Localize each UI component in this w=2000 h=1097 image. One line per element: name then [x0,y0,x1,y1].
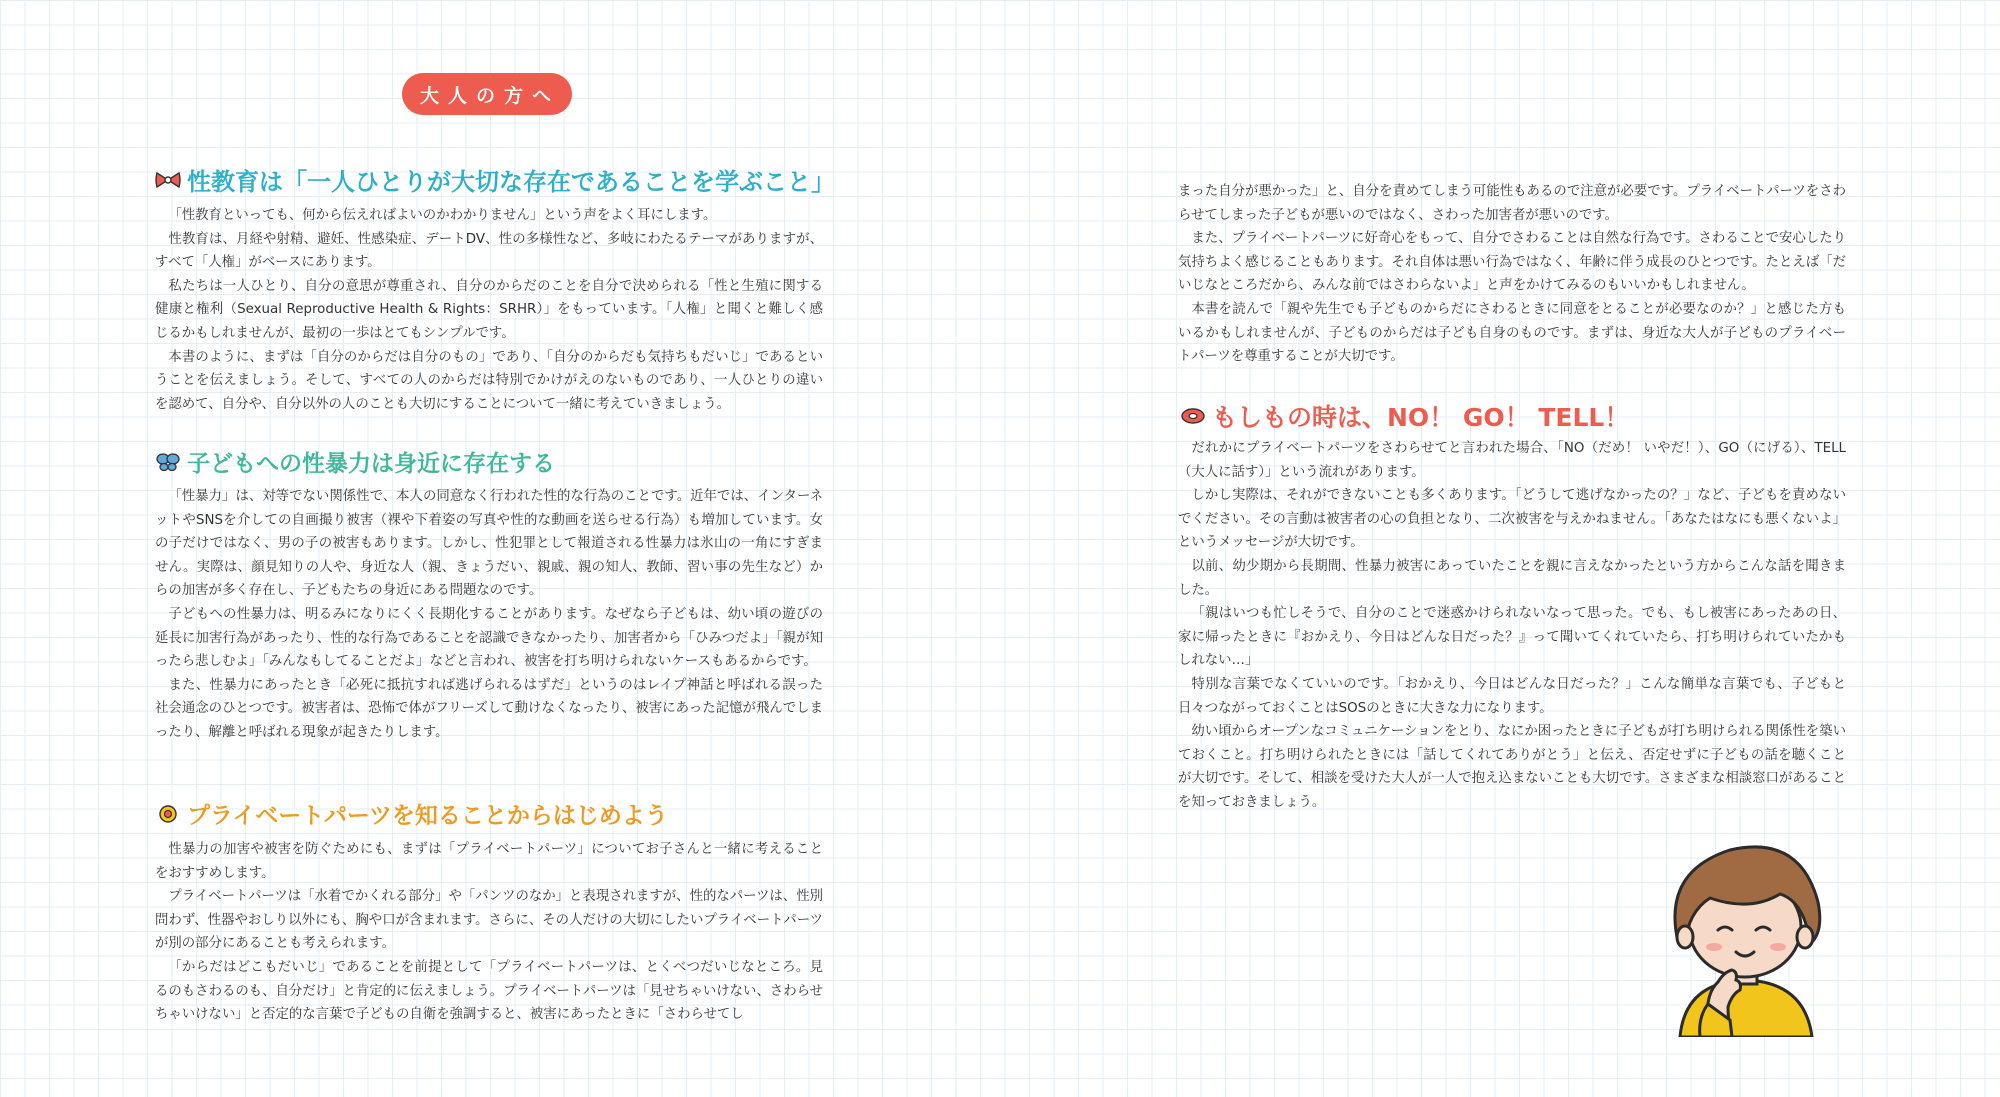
paragraph: 子どもへの性暴力は、明るみになりにくく長期化することがあります。なぜなら子どもは、幼い頃の遊びの延長に加害行為があったり、性的な行為であることを認識できなかったり、加害者から「ひみつだよ」「親が知ったら悲しむよ」「みんなもしてることだよ」などと言われ、被害を打ち明けられないケースもあるからです。 [155,606,823,670]
paragraph: 幼い頃からオープンなコミュニケーションをとり、なにか困ったときに子どもが打ち明けられる関係性を築いておくこと。打ち明けられたときには「話してくれてありがとう」と伝え、否定せずに子どもの話を聴くことが大切です。そして、相談を受けた大人が一人で抱え込まないことも大切です。さまざまな相談窓口があることを知っておきましょう。 [1178,724,1846,810]
section-heading-no-go-tell [1180,398,1629,434]
section-heading-text: 性教育は「一人ひとりが大切な存在であることを学ぶこと」 [187,168,835,196]
section-heading-text: もしもの時は、NO！ GO！ TELL！ [1212,403,1630,432]
section-heading-text: 子どもへの性暴力は身近に存在する [187,451,555,477]
audience-badge: 大人の方へ [402,73,572,115]
section-heading-text: プライベートパーツを知ることからはじめよう [187,803,668,829]
child-illustration [1640,832,1850,1037]
section-body-sex-education [155,204,823,416]
paragraph: また、性暴力にあったとき「必死に抵抗すれば逃げられるはずだ」というのはレイプ神話と呼ばれる誤った社会通念のひとつです。被害者は、恐怖で体がフリーズして動けなくなったり、被害にあった記憶が飛んでしまったり、解離と呼ばれる現象が起きたりします。 [155,677,823,740]
paragraph: しかし実際は、それができないことも多くあります。「どうして逃げなかったの？」など、子どもを責めないでください。その言動は被害者の心の負担となり、二次被害を与えかねません。「あなたはなにも悪くないよ」というメッセージが大切です。 [1178,488,1846,551]
paragraph: プライベートパーツは「水着でかくれる部分」や「パンツのなか」と表現されますが、性的なパーツは、性別問わず、性器やおしり以外にも、胸や口が含まれます。さらに、その人だけの大切にしたいプライベートパーツが別の部分にあることも考えられます。 [155,889,823,952]
ribbon-icon [155,170,181,190]
section-body-sexual-violence [155,485,823,745]
paragraph: まった自分が悪かった」と、自分を責めてしまう可能性もあるので注意が必要です。プライベートパーツをさわらせてしまった子どもが悪いのではなく、さわった加害者が悪いのです。 [1178,184,1846,223]
section-heading-sex-education [155,162,835,197]
paragraph: 「親はいつも忙しそうで、自分のことで迷惑かけられないなって思った。でも、もし被害にあったあの日、家に帰ったときに『おかえり、今日はどんな日だった？』って聞いてくれていたら、打ち明けられていたかもしれない…」 [1178,606,1846,669]
paragraph: だれかにプライベートパーツをさわらせてと言われた場合、「NO（だめ！ いやだ！）、GO（にげる）、TELL（大人に話す）」という流れがあります。 [1178,441,1846,480]
flower-icon [155,804,181,824]
section-body-private-parts-continued [1178,180,1846,369]
section-heading-sexual-violence [155,445,555,478]
section-heading-private-parts [155,797,668,830]
paragraph: 「からだはどこもだいじ」であることを前提として「プライベートパーツは、とくべつだいじなところ。見るのもさわるのも、自分だけ」と肯定的に伝えましょう。プライベートパーツは「見せちゃいけない、さわらせちゃいけない」と否定的な言葉で子どもの自衛を強調すると、被害にあったときに「さわらせてし [155,959,823,1023]
section-body-private-parts [155,838,823,1027]
paragraph: 本書のように、まずは「自分のからだは自分のもの」であり、「自分のからだも気持ちもだいじ」であるということを伝えましょう。そして、すべての人のからだは特別でかけがえのないものであり、一人ひとりの違いを認めて、自分や、自分以外の人のことも大切にすることについて一緒に考えていきましょう。 [155,349,823,412]
paragraph: 「性暴力」は、対等でない関係性で、本人の同意なく行われた性的な行為のことです。近年では、インターネットやSNSを介しての自画撮り被害（裸や下着姿の写真や性的な動画を送らせる行為）も増加しています。女の子だけではなく、男の子の被害もあります。しかし、性犯罪として報道される性暴力は氷山の一角にすぎません。実際は、顔見知りの人や、身近な人（親、きょうだい、親戚、親の知人、教師、習い事の先生など）からの加害が多く存在し、子どもたちの身近にある問題なのです。 [155,489,823,599]
section-body-no-go-tell [1178,437,1846,815]
paragraph: 私たちは一人ひとり、自分の意思が尊重され、自分のからだのことを自分で決められる「性と生殖に関する健康と権利（Sexual Reproductive Health & Rights：SRHR）」をもっています。「人権」と聞くと難しく感じるかもしれませんが、最初の一歩はとてもシンプルです。 [155,278,823,341]
paragraph: また、プライベートパーツに好奇心をもって、自分でさわることは自然な行為です。さわることで安心したり気持ちよく感じることもあります。それ自体は悪い行為ではなく、年齢に伴う成長のひとつです。たとえば「だいじなところだから、みんな前ではさわらないよ」と声をかけてみるのもいいかもしれません。 [1178,231,1846,294]
butterfly-icon [155,452,181,472]
paragraph: 性暴力の加害や被害を防ぐためにも、まずは「プライベートパーツ」についてお子さんと一緒に考えることをおすすめします。 [155,842,823,881]
paragraph: 以前、幼少期から長期間、性暴力被害にあっていたことを親に言えなかったという方からこんな話を聞きました。 [1178,558,1846,598]
donut-icon [1180,406,1206,426]
paragraph: 特別な言葉でなくていいのです。「おかえり、今日はどんな日だった？」こんな簡単な言葉でも、子どもと日々つながっておくことはSOSのときに大きな力になります。 [1178,676,1846,716]
paragraph: 本書を読んで「親や先生でも子どものからだにさわるときに同意をとることが必要なのか？」と感じた方もいるかもしれませんが、子どものからだは子ども自身のものです。まずは、身近な大人が子どものプライベートパーツを尊重することが大切です。 [1178,301,1846,365]
paragraph: 「性教育といっても、何から伝えればよいのかわかりません」という声をよく耳にします。 [168,208,717,223]
paragraph: 性教育は、月経や射精、避妊、性感染症、デートDV、性の多様性など、多岐にわたるテーマがありますが、すべて「人権」がベースにあります。 [155,231,823,271]
